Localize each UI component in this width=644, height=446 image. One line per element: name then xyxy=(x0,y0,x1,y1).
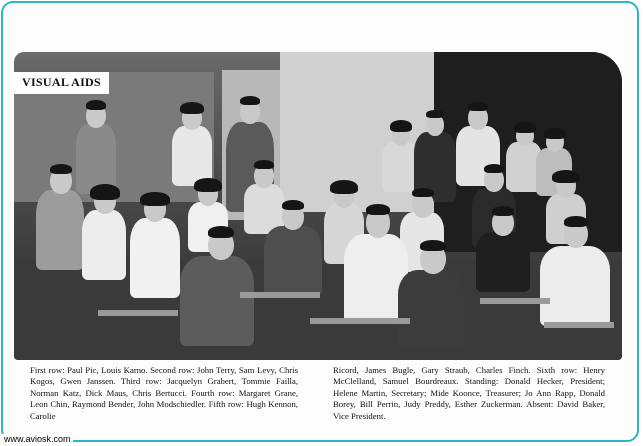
site-watermark: www.aviosk.com xyxy=(4,434,71,444)
photo-title: VISUAL AIDS xyxy=(14,72,109,94)
photo-desk xyxy=(480,298,550,304)
photo-desk xyxy=(240,292,320,298)
photo-desk xyxy=(310,318,410,324)
photo-desk xyxy=(98,310,178,316)
caption-column-left: First row: Paul Pic, Louis Karno. Second row: John Terry, Sam Levy, Chris Kogos, Gwen Janssen. Third row: Jacquelyn Grabert, Tommie Failla, Norman Katz, Dick Maus, Chris Bertucci. Fourth row: Margaret Grane, Leon Chin, Raymond Bender, John Modschiedler. Fifth row: Hugh Kennon, Carolie xyxy=(30,365,298,421)
photo-desk xyxy=(544,322,614,328)
group-photo xyxy=(14,52,622,360)
caption-column-right: Ricord, James Bugle, Gary Straub, Charles Finch. Sixth row: Henry McClelland, Samuel Bourdreaux. Standing: Donald Hecker, President; Helene Martin, Secretary; Mide Koonce, Treasurer; Jo Ann Rapp, Donald Borey, Bill Perrin, Judy Preddy, Esther Zuckerman. Absent: David Baker, Vice President. xyxy=(333,365,605,421)
